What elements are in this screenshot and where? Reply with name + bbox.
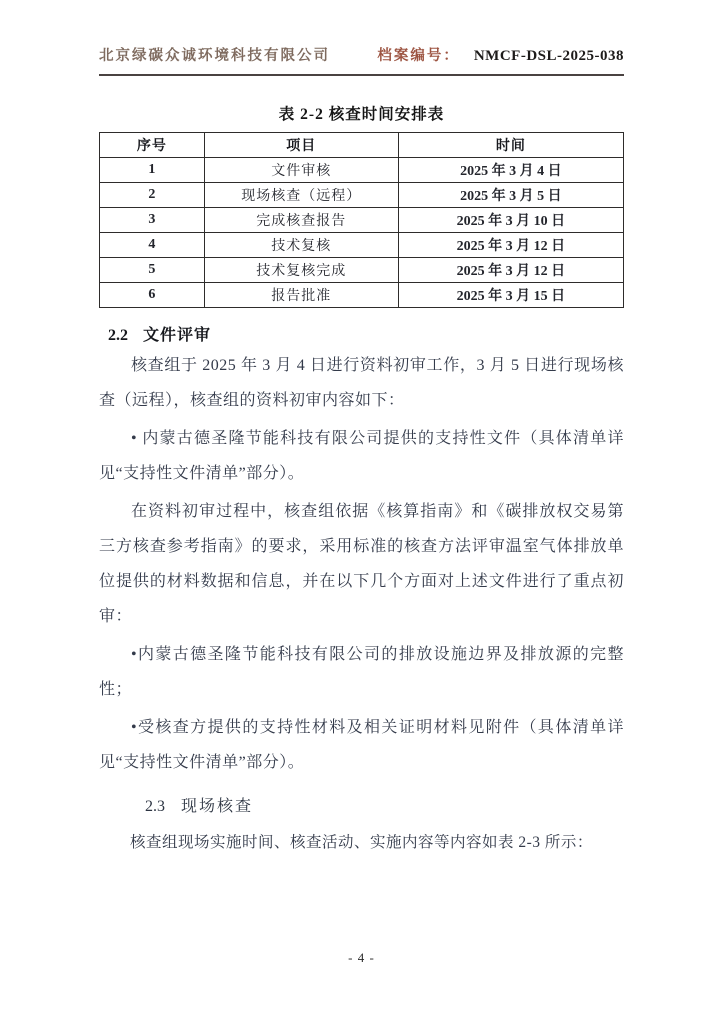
section-heading-2-2 [108, 322, 624, 345]
table-row [100, 183, 624, 208]
column-header-index: 序号 [100, 133, 205, 158]
cell-time: 2025 年 3 月 12 日 [398, 258, 623, 283]
paragraph: 在资料初审过程中，核查组依据《核算指南》和《碳排放权交易第三方核查参考指南》的要求，采用标准的核查方法评审温室气体排放单位提供的材料数据和信息，并在以下几个方面对上述文件进行了重点初审： [99, 503, 624, 625]
page-number: - 4 - [348, 950, 375, 965]
bullet-paragraph: •内蒙古德圣隆节能科技有限公司的排放设施边界及排放源的完整性； [99, 646, 624, 698]
bullet-paragraph: •受核查方提供的支持性材料及相关证明材料见附件（具体清单详见“支持性文件清单”部分）。 [99, 719, 624, 771]
table-row [100, 158, 624, 183]
document-header [99, 44, 624, 76]
cell-index: 6 [100, 283, 205, 308]
archive-number: NMCF-DSL-2025-038 [473, 48, 624, 64]
section-title: 现场核查 [181, 798, 254, 815]
cell-index: 1 [100, 158, 205, 183]
cell-index: 3 [100, 208, 205, 233]
table-row [100, 208, 624, 233]
table-title: 表 2-2 核查时间安排表 [278, 106, 445, 123]
cell-item: 现场核查（远程） [204, 183, 398, 208]
section-number: 2.2 [108, 327, 128, 344]
bullet-paragraph: • 内蒙古德圣隆节能科技有限公司提供的支持性文件（具体清单详见“支持性文件清单”部分）。 [99, 430, 624, 482]
section-title: 文件评审 [143, 327, 212, 344]
section-number: 2.3 [145, 798, 165, 815]
cell-time: 2025 年 3 月 5 日 [398, 183, 623, 208]
table-row [100, 233, 624, 258]
cell-time: 2025 年 3 月 12 日 [398, 233, 623, 258]
archive-field [377, 44, 624, 65]
cell-item: 文件审核 [204, 158, 398, 183]
paragraph: 核查组现场实施时间、核查活动、实施内容等内容如表 2-3 所示： [130, 834, 593, 851]
company-name: 北京绿碳众诚环境科技有限公司 [99, 48, 330, 64]
column-header-time: 时间 [398, 133, 623, 158]
cell-index: 5 [100, 258, 205, 283]
cell-time: 2025 年 3 月 10 日 [398, 208, 623, 233]
cell-time: 2025 年 3 月 15 日 [398, 283, 623, 308]
cell-item: 报告批准 [204, 283, 398, 308]
section-heading-2-3 [145, 793, 624, 816]
archive-label: 档案编号： [377, 48, 460, 64]
cell-item: 技术复核完成 [204, 258, 398, 283]
schedule-table [99, 132, 624, 308]
table-header-row [100, 133, 624, 158]
cell-index: 2 [100, 183, 205, 208]
cell-item: 完成核查报告 [204, 208, 398, 233]
cell-time: 2025 年 3 月 4 日 [398, 158, 623, 183]
table-row [100, 283, 624, 308]
cell-item: 技术复核 [204, 233, 398, 258]
table-row [100, 258, 624, 283]
paragraph: 核查组于 2025 年 3 月 4 日进行资料初审工作，3 月 5 日进行现场核查（远程），核查组的资料初审内容如下： [99, 357, 624, 409]
column-header-item: 项目 [204, 133, 398, 158]
cell-index: 4 [100, 233, 205, 258]
